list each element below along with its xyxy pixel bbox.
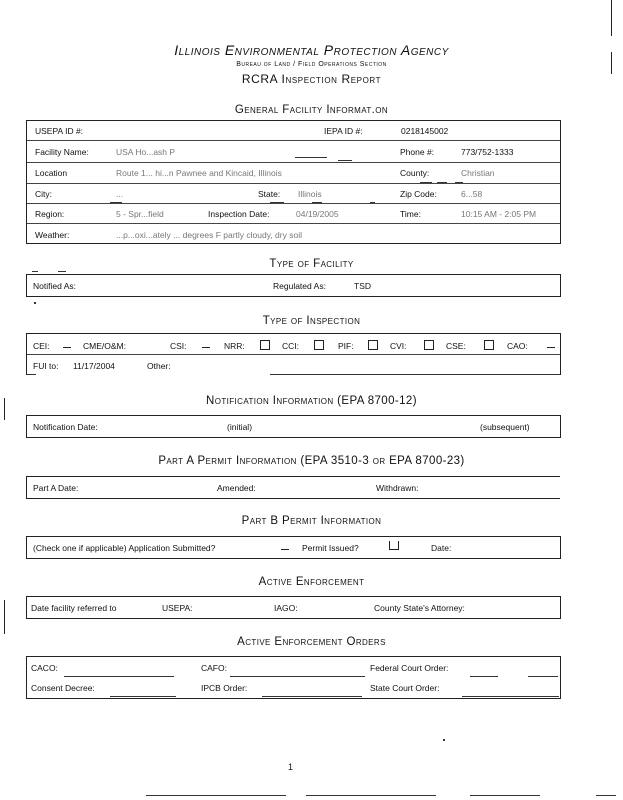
enforcement-orders-box <box>26 656 561 699</box>
caco-label: CACO: <box>31 663 58 673</box>
application-submitted-checkbox[interactable] <box>281 541 289 551</box>
ipcb-order-label: IPCB Order: <box>201 683 248 693</box>
iago-label: IAGO: <box>274 603 298 613</box>
cci-label: CCI: <box>282 341 299 351</box>
cse-label: CSE: <box>446 341 466 351</box>
scan-speck <box>443 739 445 741</box>
phone-label: Phone #: <box>400 147 435 157</box>
right-scan-edge <box>611 0 612 36</box>
scan-mark <box>32 271 38 272</box>
notification-box <box>26 415 561 438</box>
scan-mark <box>58 271 66 272</box>
cci-checkbox[interactable] <box>314 340 324 351</box>
usepa-referral-label: USEPA: <box>162 603 193 613</box>
permit-issued-label: Permit Issued? <box>302 543 359 553</box>
active-enforcement-box <box>26 596 561 619</box>
city-row <box>27 184 560 204</box>
part-a-heading: Part A Permit Information (EPA 3510-3 or EPA 8700-23) <box>158 455 465 467</box>
other-underline <box>270 374 560 375</box>
state-court-order-label: State Court Order: <box>370 683 440 693</box>
csi-checkbox[interactable] <box>202 339 210 349</box>
type-inspection-box <box>26 333 561 375</box>
cao-checkbox[interactable] <box>547 339 555 349</box>
bureau-subtitle: Bureau of Land / Field Operations Section <box>236 61 387 68</box>
fui-value: 11/17/2004 <box>73 361 115 371</box>
footer-line <box>146 795 286 796</box>
zip-label: Zip Code: <box>400 189 437 199</box>
footer-line-3 <box>470 795 540 796</box>
inspection-types-row <box>27 334 560 354</box>
orders-row-2 <box>27 677 560 698</box>
weather-label: Weather: <box>35 230 70 240</box>
region-label: Region: <box>35 209 65 219</box>
federal-order-label: Federal Court Order: <box>370 663 449 673</box>
pif-checkbox[interactable] <box>368 340 378 351</box>
facility-value: USA Ho...ash P <box>116 147 176 157</box>
csi-label: CSI: <box>170 341 187 351</box>
left-scan-edge-2 <box>4 600 5 634</box>
left-scan-edge <box>4 398 5 420</box>
county-label: County: <box>400 168 430 178</box>
part-b-box <box>26 536 561 559</box>
fui-box-left-edge <box>26 353 27 375</box>
general-info-heading: General Facility Informat.on <box>234 104 389 116</box>
general-info-box <box>26 120 561 244</box>
part-a-amended-label: Amended: <box>217 483 256 493</box>
cse-checkbox[interactable] <box>484 340 494 351</box>
part-a-date-label: Part A Date: <box>33 483 79 493</box>
scan-mark <box>312 202 322 203</box>
part-a-withdrawn-label: Withdrawn: <box>376 483 419 493</box>
usepa-row <box>27 121 560 141</box>
notification-subsequent-label: (subsequent) <box>480 422 530 432</box>
cvi-label: CVI: <box>390 341 407 351</box>
fui-row <box>27 354 560 376</box>
scan-mark <box>455 182 463 183</box>
consent-underline <box>110 696 176 697</box>
zip-value: 6...58 <box>461 189 483 199</box>
type-facility-box <box>26 274 561 297</box>
notification-initial-label: (initial) <box>227 422 253 432</box>
other-label: Other: <box>147 361 171 371</box>
facility-row <box>27 141 560 163</box>
caco-underline <box>64 676 174 677</box>
inspection-date-label: Inspection Date: <box>208 209 270 219</box>
weather-row <box>27 224 560 243</box>
state-value: Illinois <box>298 189 322 199</box>
referred-label: Date facility referred to <box>31 603 117 613</box>
facility-label: Facility Name: <box>35 147 89 157</box>
location-row <box>27 163 560 184</box>
scan-mark <box>270 202 284 203</box>
regulated-label: Regulated As: <box>273 281 326 291</box>
regulated-value: TSD <box>354 281 371 291</box>
scan-speck <box>34 302 36 304</box>
part-a-box <box>26 476 560 499</box>
scan-mark <box>110 202 122 203</box>
page-number: 1 <box>288 762 294 772</box>
footer-line-4 <box>596 795 616 796</box>
cafo-underline <box>230 676 365 677</box>
state-label: State: <box>258 189 281 199</box>
nrr-label: NRR: <box>224 341 245 351</box>
enforcement-orders-heading: Active Enforcement Orders <box>237 636 386 648</box>
fui-box-bottom <box>26 374 36 375</box>
active-enforcement-heading: Active Enforcement <box>258 576 365 588</box>
iepa-value: 0218145002 <box>401 126 449 136</box>
time-label: Time: <box>400 209 421 219</box>
orders-row-1 <box>27 657 560 677</box>
type-inspection-heading: Type of Inspection <box>262 315 361 327</box>
ipcb-underline <box>262 696 362 697</box>
part-b-heading: Part B Permit Information <box>241 515 382 527</box>
cei-checkbox[interactable] <box>63 339 71 349</box>
city-value: ... <box>116 189 124 199</box>
fui-label: FUI to: <box>33 361 59 371</box>
scan-mark <box>295 157 327 158</box>
phone-value: 773/752-1333 <box>461 147 514 157</box>
type-facility-heading: Type of Facility <box>269 258 354 270</box>
region-row <box>27 204 560 224</box>
nrr-checkbox[interactable] <box>260 340 270 351</box>
scan-mark <box>370 202 375 203</box>
scan-mark <box>420 182 432 183</box>
cmeom-label: CME/O&M: <box>83 341 126 351</box>
pif-label: PIF: <box>338 341 354 351</box>
notification-heading: Notification Information (EPA 8700-12) <box>206 395 417 407</box>
part-b-date-label: Date: <box>431 543 452 553</box>
part-b-check-label: (Check one if applicable) Application Submitted? <box>33 543 216 553</box>
cei-label: CEI: <box>33 341 50 351</box>
permit-issued-checkbox[interactable] <box>389 541 399 551</box>
iepa-label: IEPA ID #: <box>324 126 363 136</box>
cafo-label: CAFO: <box>201 663 227 673</box>
state-court-underline <box>462 696 559 697</box>
location-label: Location <box>35 168 68 178</box>
county-value: Christian <box>461 168 495 178</box>
notification-date-label: Notification Date: <box>33 422 98 432</box>
county-attorney-label: County State's Attorney: <box>374 603 465 613</box>
weather-value: ...p...oxi...ately ... degrees F partly cloudy, dry soil <box>116 230 302 240</box>
scan-mark <box>338 160 352 161</box>
usepa-label: USEPA ID #: <box>35 126 84 136</box>
agency-title: Illinois Environmental Protection Agency <box>174 42 449 58</box>
right-scan-edge-2 <box>611 52 612 74</box>
cvi-checkbox[interactable] <box>424 340 434 351</box>
region-value: 5 - Spr...field <box>116 209 164 219</box>
consent-decree-label: Consent Decree: <box>31 683 95 693</box>
inspection-date-value: 04/19/2005 <box>296 209 339 219</box>
notified-label: Notified As: <box>33 281 76 291</box>
federal-underline <box>470 676 498 677</box>
time-value: 10:15 AM - 2:05 PM <box>461 209 537 219</box>
footer-line-2 <box>306 795 436 796</box>
location-value: Route 1... hi...n Pawnee and Kincaid, Illinois <box>116 168 282 178</box>
report-title: RCRA Inspection Report <box>241 72 382 86</box>
city-label: City: <box>35 189 52 199</box>
federal-underline-2 <box>528 676 558 677</box>
cao-label: CAO: <box>507 341 528 351</box>
scan-mark <box>437 182 447 183</box>
